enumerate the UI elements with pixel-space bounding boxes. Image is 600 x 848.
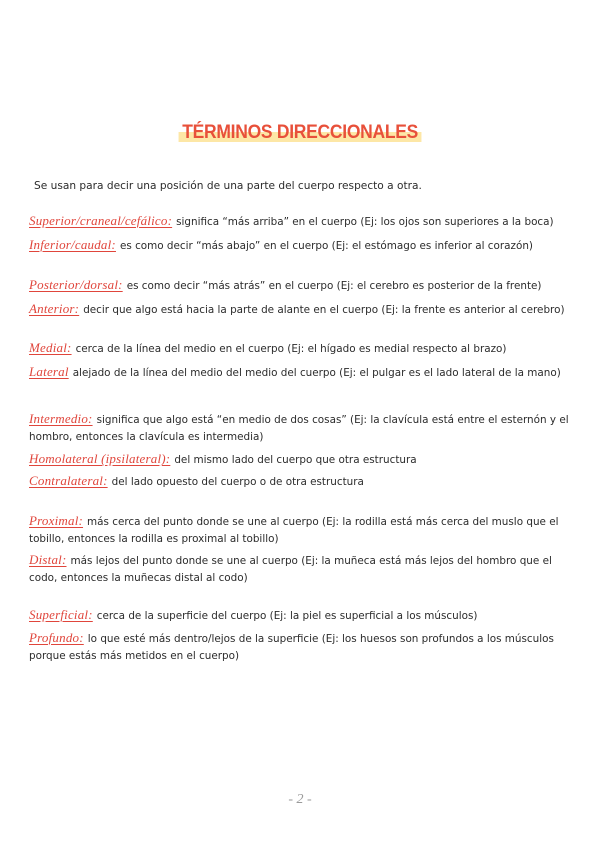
term-profundo: Profundo: bbox=[29, 630, 84, 645]
entry-proximal bbox=[29, 512, 574, 548]
entry-superficial bbox=[29, 606, 574, 625]
term-superior: Superior/craneal/cefálico: bbox=[29, 213, 173, 228]
definition-anterior: decir que algo está hacia la parte de alante en el cuerpo (Ej: la frente es anterior al cerebro) bbox=[83, 304, 565, 316]
definition-profundo: lo que esté más dentro/lejos de la superficie (Ej: los huesos son profundos a los músculos porque estás más metidos en el cuerpo) bbox=[29, 633, 554, 662]
term-homolateral: Homolateral (ipsilateral): bbox=[29, 451, 171, 466]
definition-intermedio: significa que algo está “en medio de dos cosas” (Ej: la clavícula está entre el esternón y el hombro, entonces la clavícula es intermedia) bbox=[29, 414, 569, 443]
term-intermedio: Intermedio: bbox=[29, 411, 93, 426]
title-container bbox=[0, 122, 600, 144]
term-medial: Medial: bbox=[29, 340, 72, 355]
page-number: - 2 - bbox=[288, 792, 312, 807]
definition-superficial: cerca de la superficie del cuerpo (Ej: la piel es superficial a los músculos) bbox=[96, 610, 478, 622]
page-title: TÉRMINOS DIRECCIONALES bbox=[178, 122, 421, 144]
term-inferior: Inferior/caudal: bbox=[29, 237, 116, 252]
entry-posterior bbox=[29, 276, 574, 295]
definition-superior: significa “más arriba” en el cuerpo (Ej: los ojos son superiores a la boca) bbox=[176, 216, 554, 228]
definition-distal: más lejos del punto donde se une al cuerpo (Ej: la muñeca está más lejos del hombro que el codo, entonces la muñecas distal al codo) bbox=[29, 555, 552, 584]
entry-homolateral bbox=[29, 450, 574, 469]
intro-text: Se usan para decir una posición de una parte del cuerpo respecto a otra. bbox=[34, 180, 422, 192]
definition-contralateral: del lado opuesto del cuerpo o de otra estructura bbox=[111, 476, 364, 488]
entry-medial bbox=[29, 339, 574, 358]
term-contralateral: Contralateral: bbox=[29, 473, 108, 488]
term-proximal: Proximal: bbox=[29, 513, 84, 528]
entry-profundo bbox=[29, 629, 574, 665]
entry-contralateral bbox=[29, 472, 574, 491]
definition-proximal: más cerca del punto donde se une al cuerpo (Ej: la rodilla está más cerca del muslo que el tobillo, entonces la rodilla es proximal al tobillo) bbox=[29, 516, 559, 545]
entry-intermedio bbox=[29, 410, 574, 446]
entry-distal bbox=[29, 551, 574, 587]
entry-inferior bbox=[29, 236, 574, 255]
definition-inferior: es como decir “más abajo” en el cuerpo (Ej: el estómago es inferior al corazón) bbox=[119, 240, 533, 252]
term-lateral: Lateral bbox=[29, 364, 69, 379]
term-superficial: Superficial: bbox=[29, 607, 93, 622]
definition-lateral: alejado de la línea del medio del medio del cuerpo (Ej: el pulgar es el lado lateral de la mano) bbox=[72, 367, 561, 379]
entry-lateral bbox=[29, 363, 574, 382]
term-distal: Distal: bbox=[29, 552, 67, 567]
entry-anterior bbox=[29, 300, 574, 319]
definition-medial: cerca de la línea del medio en el cuerpo (Ej: el hígado es medial respecto al brazo) bbox=[75, 343, 507, 355]
term-anterior: Anterior: bbox=[29, 301, 80, 316]
definition-posterior: es como decir “más atrás” en el cuerpo (Ej: el cerebro es posterior de la frente) bbox=[126, 280, 542, 292]
definition-homolateral: del mismo lado del cuerpo que otra estructura bbox=[174, 454, 417, 466]
term-posterior: Posterior/dorsal: bbox=[29, 277, 123, 292]
entry-superior bbox=[29, 212, 574, 231]
